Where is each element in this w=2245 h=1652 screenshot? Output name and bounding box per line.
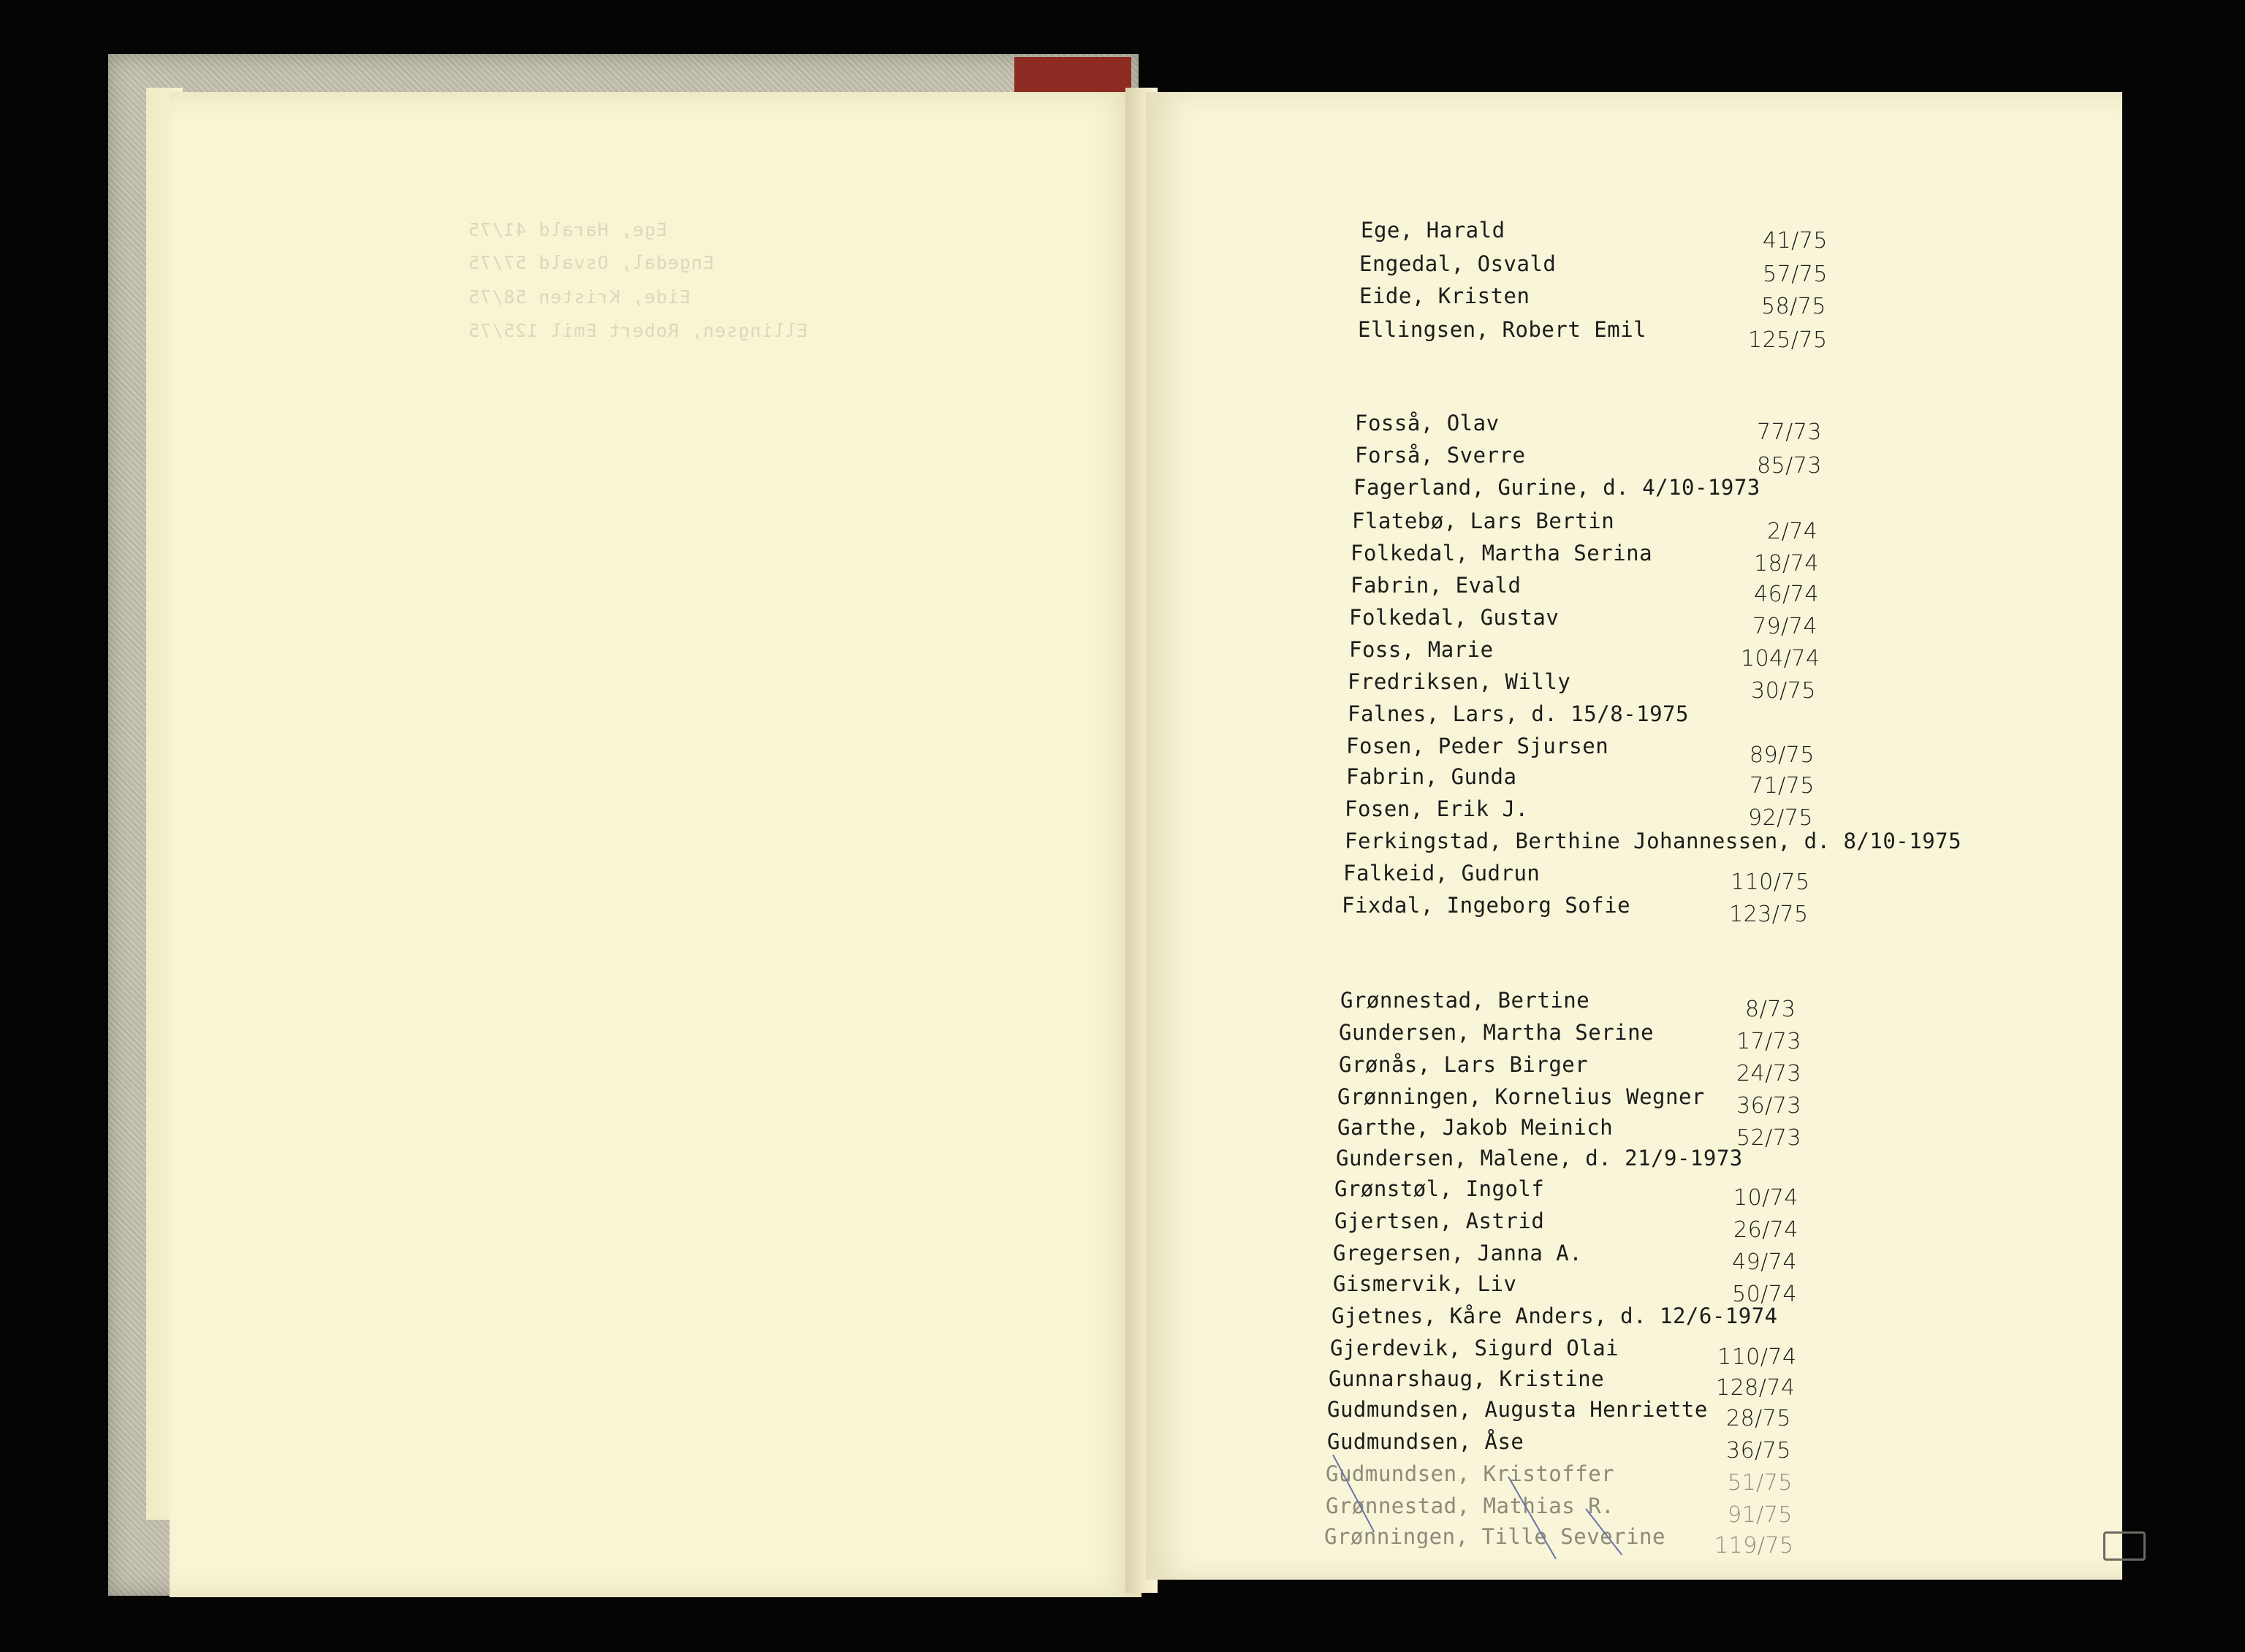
entry-name: Ege, Harald — [1361, 218, 1505, 243]
list-item — [1326, 1461, 1793, 1496]
entry-number: 91/75 — [1728, 1502, 1793, 1528]
entry-name: Gjertsen, Astrid — [1334, 1208, 1545, 1233]
list-item — [1326, 1493, 1793, 1528]
entry-name: Ferkingstad, Berthine Johannessen, d. 8/10-1975 — [1345, 829, 1962, 853]
entry-number: 2/74 — [1767, 519, 1818, 544]
list-item — [1332, 1303, 1778, 1328]
entry-name: Gismervik, Liv — [1333, 1271, 1517, 1296]
list-item — [1336, 1146, 1743, 1171]
entry-number: 119/75 — [1714, 1533, 1794, 1558]
bleed-through-line: Ellingsen, Robert Emil 125/75 — [468, 320, 808, 341]
bleed-through-line: Ege, Harald 41/75 — [468, 219, 667, 240]
entry-number: 128/74 — [1716, 1375, 1796, 1401]
entry-name: Gudmundsen, Augusta Henriette — [1327, 1397, 1708, 1422]
entry-number: 36/73 — [1736, 1093, 1801, 1119]
entry-number: 58/75 — [1761, 294, 1826, 319]
entry-name: Gudmundsen, Åse — [1327, 1429, 1524, 1454]
entry-number: 125/75 — [1748, 327, 1828, 353]
entry-number: 51/75 — [1728, 1470, 1793, 1496]
entry-number: 46/74 — [1754, 582, 1819, 607]
list-item — [1345, 796, 1813, 831]
entry-name: Fabrin, Evald — [1351, 573, 1522, 598]
entry-number: 26/74 — [1733, 1217, 1798, 1243]
entry-name: Grønås, Lars Birger — [1339, 1052, 1589, 1077]
entry-number: 71/75 — [1750, 773, 1815, 799]
entry-name: Grønningen, Tille Severine — [1324, 1524, 1665, 1549]
entry-number: 57/75 — [1763, 262, 1828, 287]
entry-number: 89/75 — [1750, 742, 1815, 768]
list-item — [1346, 764, 1815, 799]
entry-name: Fixdal, Ingeborg Sofie — [1342, 893, 1631, 918]
entry-name: Falnes, Lars, d. 15/8-1975 — [1348, 701, 1689, 726]
list-item — [1351, 573, 1819, 607]
entry-name: Gudmundsen, Kristoffer — [1326, 1461, 1615, 1486]
list-item — [1353, 475, 1760, 500]
entry-number: 28/75 — [1726, 1406, 1791, 1431]
entry-name: Gundersen, Martha Serine — [1339, 1020, 1655, 1045]
left-page — [170, 92, 1142, 1597]
list-item — [1348, 669, 1816, 704]
entry-number: 18/74 — [1754, 551, 1819, 576]
entry-number: 24/73 — [1736, 1061, 1801, 1086]
entry-number: 10/74 — [1733, 1185, 1798, 1211]
entry-name: Grønstøl, Ingolf — [1334, 1176, 1545, 1201]
entry-name: Fosen, Erik J. — [1345, 796, 1529, 821]
entry-number: 104/74 — [1741, 646, 1820, 671]
entry-name: Fosen, Peder Sjursen — [1346, 734, 1609, 758]
bleed-through-line: Eide, Kristen 58/75 — [468, 286, 691, 308]
entry-number: 17/73 — [1736, 1029, 1801, 1054]
entry-number: 110/75 — [1731, 869, 1810, 895]
entry-name: Fredriksen, Willy — [1348, 669, 1571, 694]
list-item — [1339, 1052, 1801, 1086]
entry-name: Garthe, Jakob Meinich — [1337, 1115, 1614, 1140]
list-item — [1349, 637, 1820, 671]
entry-number: 50/74 — [1732, 1282, 1797, 1307]
entry-name: Falkeid, Gudrun — [1343, 861, 1541, 886]
list-item — [1327, 1397, 1791, 1431]
list-item — [1330, 1336, 1797, 1370]
entry-number: 79/74 — [1752, 614, 1817, 639]
entry-name: Gundersen, Malene, d. 21/9-1973 — [1336, 1146, 1743, 1171]
list-item — [1327, 1429, 1791, 1463]
entry-number: 8/73 — [1745, 997, 1796, 1022]
entry-name: Folkedal, Martha Serina — [1351, 541, 1653, 566]
list-item — [1346, 734, 1815, 768]
list-item — [1352, 509, 1818, 544]
entry-name: Gjerdevik, Sigurd Olai — [1330, 1336, 1619, 1360]
entry-number: 92/75 — [1748, 805, 1813, 831]
binding-clip — [2103, 1531, 2146, 1561]
list-item — [1359, 251, 1828, 287]
bleed-through-line: Engedal, Osvald 57/75 — [468, 252, 715, 273]
list-item — [1351, 541, 1819, 576]
list-item — [1340, 988, 1796, 1022]
entry-name: Fabrin, Gunda — [1346, 764, 1517, 789]
entry-number: 30/75 — [1751, 678, 1816, 704]
entry-name: Grønningen, Kornelius Wegner — [1337, 1084, 1705, 1109]
list-item — [1361, 218, 1828, 254]
list-item — [1339, 1020, 1801, 1054]
list-item — [1337, 1084, 1801, 1119]
entry-number: 41/75 — [1763, 228, 1828, 254]
list-item — [1334, 1176, 1798, 1211]
entry-name: Grønnestad, Bertine — [1340, 988, 1590, 1013]
entry-number: 36/75 — [1726, 1438, 1791, 1463]
entry-name: Gjetnes, Kåre Anders, d. 12/6-1974 — [1332, 1303, 1778, 1328]
list-item — [1333, 1241, 1797, 1275]
list-item — [1358, 317, 1828, 353]
entry-name: Foss, Marie — [1349, 637, 1494, 662]
list-item — [1334, 1208, 1798, 1243]
entry-number: 52/73 — [1736, 1125, 1801, 1151]
list-item — [1348, 701, 1689, 726]
entry-name: Ellingsen, Robert Emil — [1358, 317, 1647, 342]
list-item — [1337, 1115, 1801, 1151]
list-item — [1355, 443, 1822, 479]
entry-number: 77/73 — [1757, 419, 1822, 445]
list-item — [1329, 1366, 1796, 1401]
entry-name: Fosså, Olav — [1355, 411, 1500, 435]
list-item — [1342, 893, 1809, 927]
list-item — [1345, 829, 1961, 853]
entry-name: Gunnarshaug, Kristine — [1329, 1366, 1605, 1391]
list-item — [1333, 1271, 1797, 1307]
entry-number: 123/75 — [1729, 902, 1809, 927]
list-item — [1343, 861, 1810, 895]
entry-name: Fagerland, Gurine, d. 4/10-1973 — [1353, 475, 1760, 500]
entry-number: 49/74 — [1732, 1249, 1797, 1275]
entry-number: 110/74 — [1717, 1344, 1797, 1370]
entry-number: 85/73 — [1757, 453, 1822, 479]
list-item — [1359, 283, 1826, 319]
entry-name: Folkedal, Gustav — [1349, 605, 1560, 630]
entry-name: Grønnestad, Mathias R. — [1326, 1493, 1615, 1518]
list-item — [1355, 411, 1822, 445]
list-item — [1349, 605, 1817, 639]
entry-name: Forså, Sverre — [1355, 443, 1526, 468]
entry-name: Flatebø, Lars Bertin — [1352, 509, 1615, 533]
entry-name: Engedal, Osvald — [1359, 251, 1557, 276]
entry-name: Eide, Kristen — [1359, 283, 1530, 308]
entry-name: Gregersen, Janna A. — [1333, 1241, 1583, 1265]
